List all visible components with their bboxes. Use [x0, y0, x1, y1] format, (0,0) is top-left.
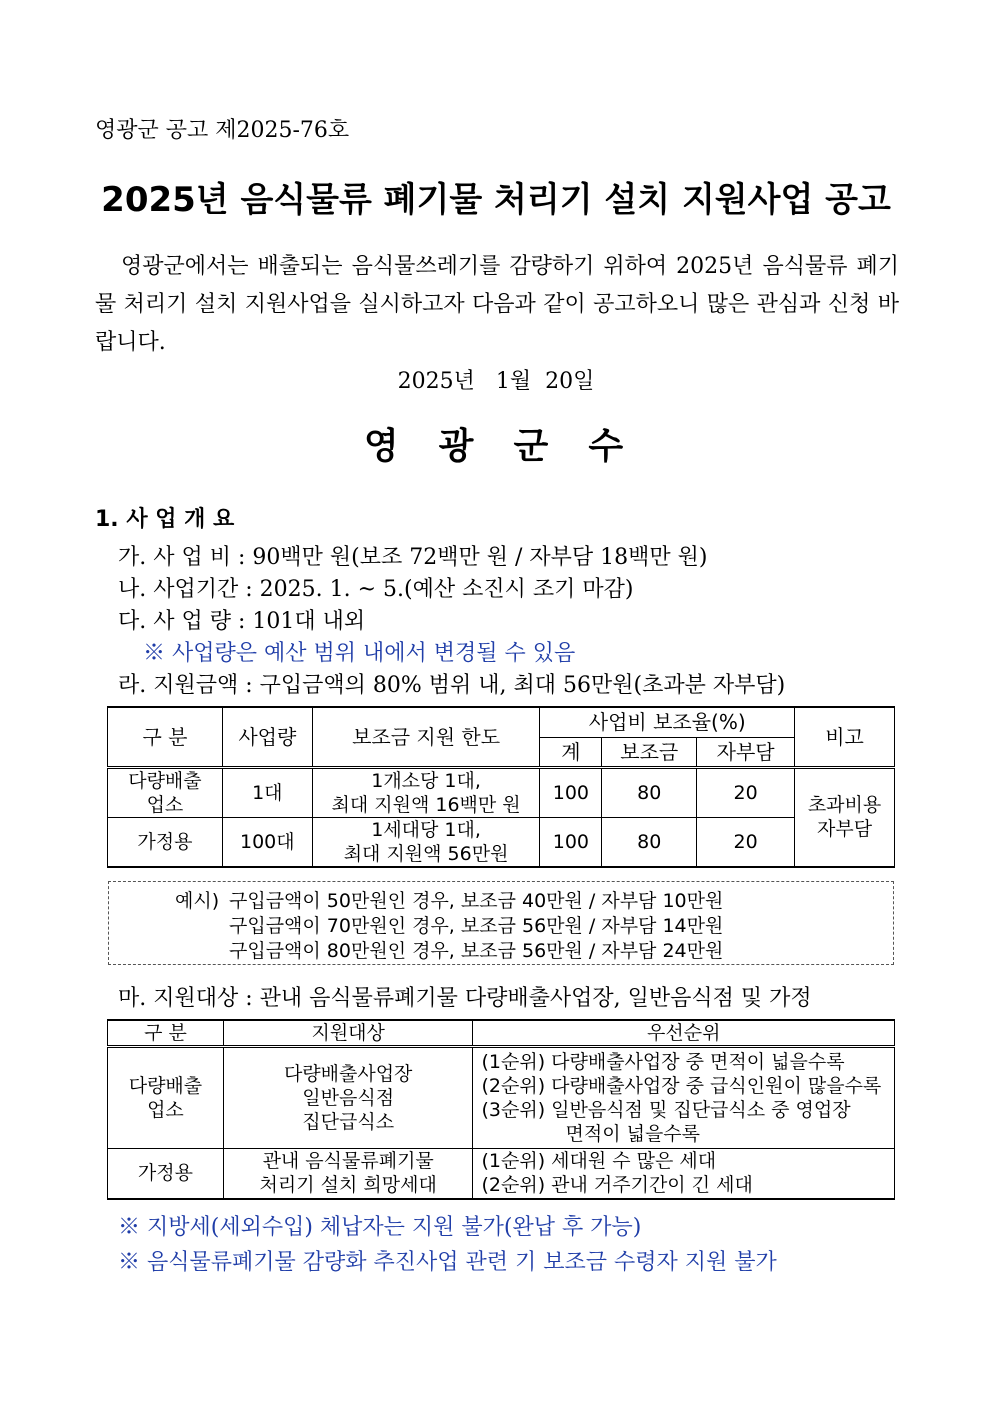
- footnote-tax: ※ 지방세(세외수입) 체납자는 지원 불가(완납 후 가능): [118, 1215, 642, 1240]
- target-line: 처리기 설치 희망세대: [259, 1174, 437, 1197]
- row-category: 다량배출 업소: [108, 1047, 224, 1149]
- target-line: 관내 음식물류폐기물: [262, 1150, 434, 1173]
- table-row: [108, 1047, 895, 1149]
- document-title: 2025년 음식물류 폐기물 처리기 설치 지원사업 공고: [101, 180, 891, 220]
- example-line: 구입금액이 70만원인 경우, 보조금 56만원 / 자부담 14만원: [229, 915, 724, 937]
- table-row: [108, 817, 895, 867]
- header-category: 구 분: [108, 707, 223, 767]
- target-line: 일반음식점: [302, 1087, 395, 1109]
- row-remarks: 초과비용 자부담: [795, 767, 895, 867]
- example-line: 구입금액이 80만원인 경우, 보조금 56만원 / 자부담 24만원: [229, 940, 724, 962]
- priority-line: (2순위) 다량배출사업장 중 급식인원이 많을수록: [481, 1075, 882, 1097]
- row-priorities: [473, 1149, 895, 1199]
- row-total: 100: [540, 817, 602, 867]
- subsidy-table: [107, 706, 895, 868]
- header-subsidy: 보조금: [602, 737, 697, 767]
- row-quantity: 100대: [222, 817, 312, 867]
- row-limit-line: 최대 지원액 16백만 원: [331, 793, 521, 816]
- row-targets: [223, 1047, 473, 1149]
- header-self: 자부담: [697, 737, 795, 767]
- header-total: 계: [540, 737, 602, 767]
- header-quantity: 사업량: [222, 707, 312, 767]
- intro-paragraph: 영광군에서는 배출되는 음식물쓰레기를 감량하기 위하여 2025년 음식물류 폐기물 처리기 설치 지원사업을 실시하고자 다음과 같이 공고하오니 많은 관심과 신청 바랍니다.: [95, 254, 899, 355]
- row-category: 가정용: [108, 1149, 224, 1199]
- target-line: 집단급식소: [302, 1111, 395, 1133]
- table-row: [108, 767, 895, 817]
- priority-line: (1순위) 세대원 수 많은 세대: [481, 1150, 717, 1173]
- header-category: 구 분: [108, 1020, 224, 1047]
- priority-line: (3순위) 일반음식점 및 집단급식소 중 영업장: [481, 1099, 851, 1121]
- row-quantity: 1대: [222, 767, 312, 817]
- target-table: [107, 1019, 895, 1200]
- priority-line: 면적이 넓을수록: [565, 1123, 701, 1145]
- row-total: 100: [540, 767, 602, 817]
- header-rate-group: 사업비 보조율(%): [540, 707, 795, 737]
- issuer-name: 영 광 군 수: [363, 425, 629, 467]
- table-row: [108, 1149, 895, 1199]
- row-priorities: [473, 1047, 895, 1149]
- row-limit-line: 1세대당 1대,: [371, 818, 481, 841]
- item-period: 나. 사업기간 : 2025. 1. ~ 5.(예산 소진시 조기 마감): [118, 577, 634, 602]
- row-subsidy: 80: [602, 817, 697, 867]
- row-limit: [312, 767, 540, 817]
- priority-line: (2순위) 관내 거주기간이 긴 세대: [481, 1174, 753, 1197]
- header-priority: 우선순위: [473, 1020, 895, 1047]
- row-self: 20: [697, 767, 795, 817]
- header-remarks: 비고: [795, 707, 895, 767]
- row-category: 다량배출 업소: [108, 767, 223, 817]
- target-line: 다량배출사업장: [283, 1063, 413, 1085]
- footnote-prior-subsidy: ※ 음식물류폐기물 감량화 추진사업 관련 기 보조금 수령자 지원 불가: [118, 1250, 777, 1275]
- quantity-note: ※ 사업량은 예산 범위 내에서 변경될 수 있음: [143, 641, 576, 666]
- example-prefix: 예시): [175, 890, 220, 912]
- row-self: 20: [697, 817, 795, 867]
- example-line: 구입금액이 50만원인 경우, 보조금 40만원 / 자부담 10만원: [229, 890, 724, 912]
- example-box: [108, 881, 894, 965]
- item-quantity: 다. 사 업 량 : 101대 내외: [118, 609, 366, 634]
- row-category: 가정용: [108, 817, 223, 867]
- row-limit-line: 1개소당 1대,: [371, 769, 481, 792]
- item-budget: 가. 사 업 비 : 90백만 원(보조 72백만 원 / 자부담 18백만 원): [118, 545, 708, 570]
- priority-line: (1순위) 다량배출사업장 중 면적이 넓을수록: [481, 1051, 845, 1073]
- notice-number: 영광군 공고 제2025-76호: [95, 118, 350, 143]
- row-targets: [223, 1149, 473, 1199]
- row-subsidy: 80: [602, 767, 697, 817]
- item-target: 마. 지원대상 : 관내 음식물류폐기물 다량배출사업장, 일반음식점 및 가정: [118, 986, 812, 1011]
- header-limit: 보조금 지원 한도: [312, 707, 540, 767]
- section-title-overview: 1. 사 업 개 요: [95, 507, 235, 532]
- header-target: 지원대상: [223, 1020, 473, 1047]
- item-amount: 라. 지원금액 : 구입금액의 80% 범위 내, 최대 56만원(초과분 자부담): [118, 673, 786, 698]
- row-limit-line: 최대 지원액 56만원: [343, 842, 509, 865]
- notice-date: 2025년 1월 20일: [397, 369, 595, 394]
- row-limit: [312, 817, 540, 867]
